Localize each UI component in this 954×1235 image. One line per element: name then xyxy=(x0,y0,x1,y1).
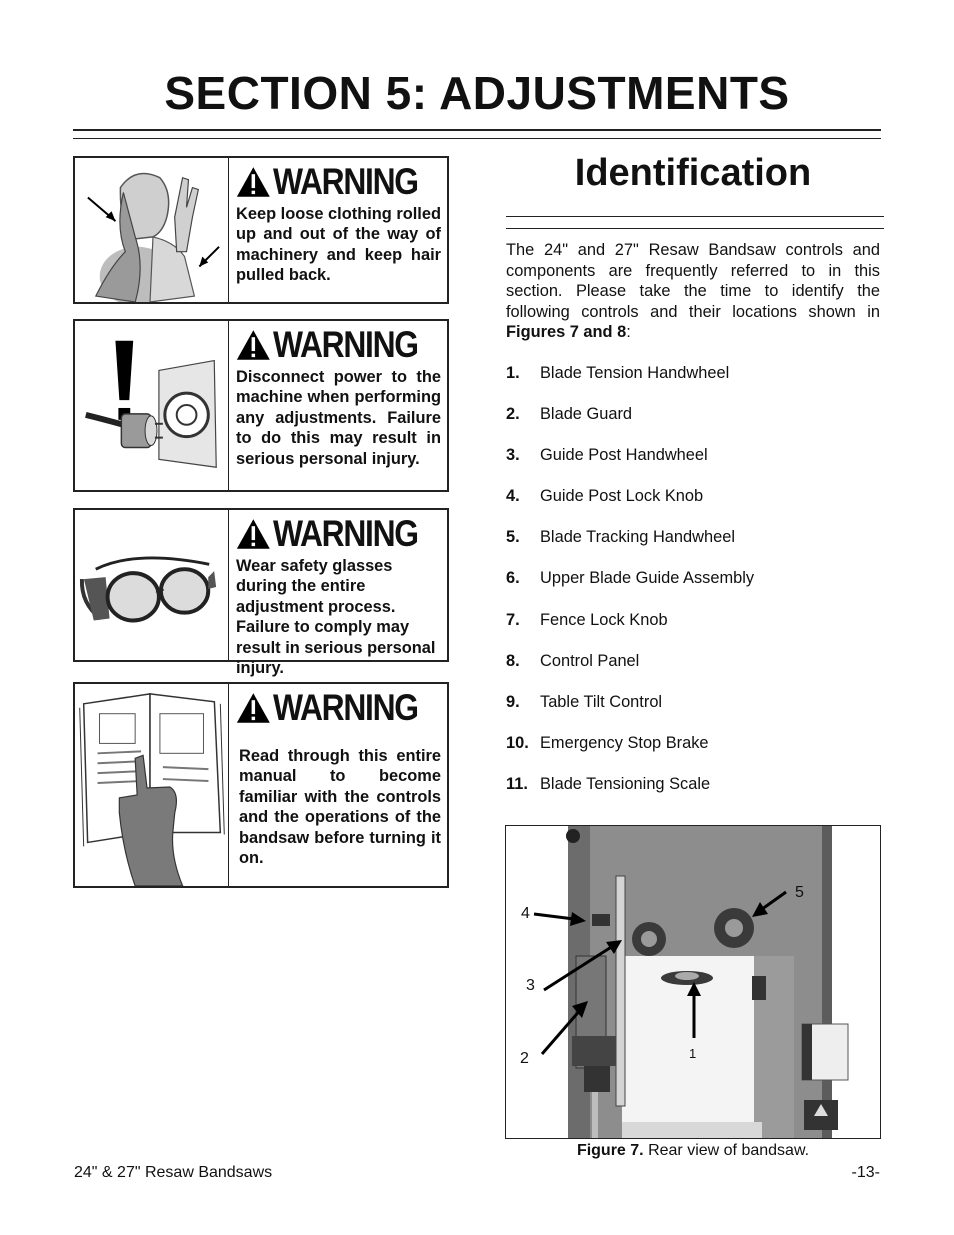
item-number: 10. xyxy=(506,733,529,752)
warning-text: Disconnect power to the machine when performing any adjustments. Failure to do this may result in serious personal injury. xyxy=(236,368,441,468)
list-item xyxy=(506,568,880,609)
callout-label: 4 xyxy=(521,905,530,922)
item-name: Blade Tracking Handwheel xyxy=(540,528,735,547)
warning-header xyxy=(236,688,441,728)
caption-text: Rear view of bandsaw. xyxy=(648,1142,810,1159)
warning-header xyxy=(236,325,441,365)
item-name: Control Panel xyxy=(540,651,640,670)
item-name: Table Tilt Control xyxy=(540,692,663,711)
item-number: 6. xyxy=(506,569,520,588)
list-item xyxy=(506,404,880,445)
intro-text: The 24" and 27" Resaw Bandsaw controls and components are frequently referred to in this section. Please take the time to identify the following controls and their locations shown in xyxy=(506,241,880,321)
identification-rule-top xyxy=(506,216,884,217)
intro-end: : xyxy=(626,323,631,341)
item-number: 1. xyxy=(506,364,520,382)
item-name: Guide Post Lock Knob xyxy=(540,487,704,506)
warning-heading: WARNING xyxy=(272,161,418,202)
warning-triangle-icon xyxy=(236,327,271,363)
read-manual-icon xyxy=(75,684,229,886)
callout-label: 3 xyxy=(526,977,535,994)
item-number: 7. xyxy=(506,610,520,629)
warning-box-read-manual xyxy=(73,682,449,888)
item-name: Guide Post Handwheel xyxy=(540,446,708,465)
item-number: 9. xyxy=(506,692,520,711)
identification-title: Identification xyxy=(574,152,812,194)
disconnect-power-icon xyxy=(75,321,229,490)
warning-box-clothing xyxy=(73,156,449,304)
callout-label: 1 xyxy=(689,1046,697,1061)
list-item xyxy=(506,486,880,527)
callout-label: 5 xyxy=(795,884,804,901)
item-number: 11. xyxy=(506,774,528,793)
list-item xyxy=(506,527,880,568)
warning-text: Wear safety glasses during the entire adjustment process. Failure to comply may result in serious personal injury. xyxy=(236,557,436,678)
identification-intro xyxy=(506,240,880,343)
item-number: 2. xyxy=(506,405,520,424)
item-name: Emergency Stop Brake xyxy=(540,733,709,752)
list-item xyxy=(506,651,880,692)
item-number: 3. xyxy=(506,446,520,465)
item-name: Blade Guard xyxy=(540,405,633,424)
warning-box-safety-glasses xyxy=(73,508,449,678)
bandsaw-rear-view-figure xyxy=(505,825,881,1139)
item-number: 5. xyxy=(506,528,520,547)
item-name: Fence Lock Knob xyxy=(540,610,668,629)
item-number: 4. xyxy=(506,487,520,506)
callout-label: 2 xyxy=(520,1050,529,1067)
list-item xyxy=(506,363,880,404)
warning-text: Keep loose clothing rolled up and out of the way of machinery and keep hair pulled back. xyxy=(236,205,441,285)
identification-rule-bottom xyxy=(506,228,884,229)
list-item xyxy=(506,692,880,733)
warning-text: Read through this entire manual to become familiar with the controls and the operations of the bandsaw before turning it on. xyxy=(239,747,441,868)
warning-heading: WARNING xyxy=(272,687,418,728)
item-number: 8. xyxy=(506,651,520,670)
item-name: Blade Tension Handwheel xyxy=(540,364,730,382)
warning-header xyxy=(236,162,441,202)
footer-page-number: -13- xyxy=(851,1164,880,1181)
title-rule-bottom xyxy=(73,138,881,139)
footer-product-name: 24" & 27" Resaw Bandsaws xyxy=(74,1164,273,1181)
item-name: Blade Tensioning Scale xyxy=(540,774,711,793)
warning-heading: WARNING xyxy=(272,324,418,365)
hair-clothing-hazard-icon xyxy=(75,158,229,302)
warning-box-disconnect-power xyxy=(73,319,449,492)
title-rule-top xyxy=(73,129,881,131)
item-name: Upper Blade Guide Assembly xyxy=(540,569,755,588)
warning-heading: WARNING xyxy=(272,513,418,554)
warning-triangle-icon xyxy=(236,690,271,726)
safety-glasses-icon xyxy=(75,510,229,660)
warning-header xyxy=(236,514,441,554)
intro-figure-reference: Figures 7 and 8 xyxy=(506,323,627,341)
caption-label: Figure 7. xyxy=(576,1142,644,1159)
list-item xyxy=(506,610,880,651)
bandsaw-photo xyxy=(506,826,880,1138)
list-item xyxy=(506,774,880,815)
warning-triangle-icon xyxy=(236,164,271,200)
section-title: SECTION 5: ADJUSTMENTS xyxy=(164,67,790,119)
component-list xyxy=(506,363,880,815)
warning-triangle-icon xyxy=(236,516,271,552)
figure-caption xyxy=(506,1142,880,1160)
list-item xyxy=(506,733,880,774)
list-item xyxy=(506,445,880,486)
